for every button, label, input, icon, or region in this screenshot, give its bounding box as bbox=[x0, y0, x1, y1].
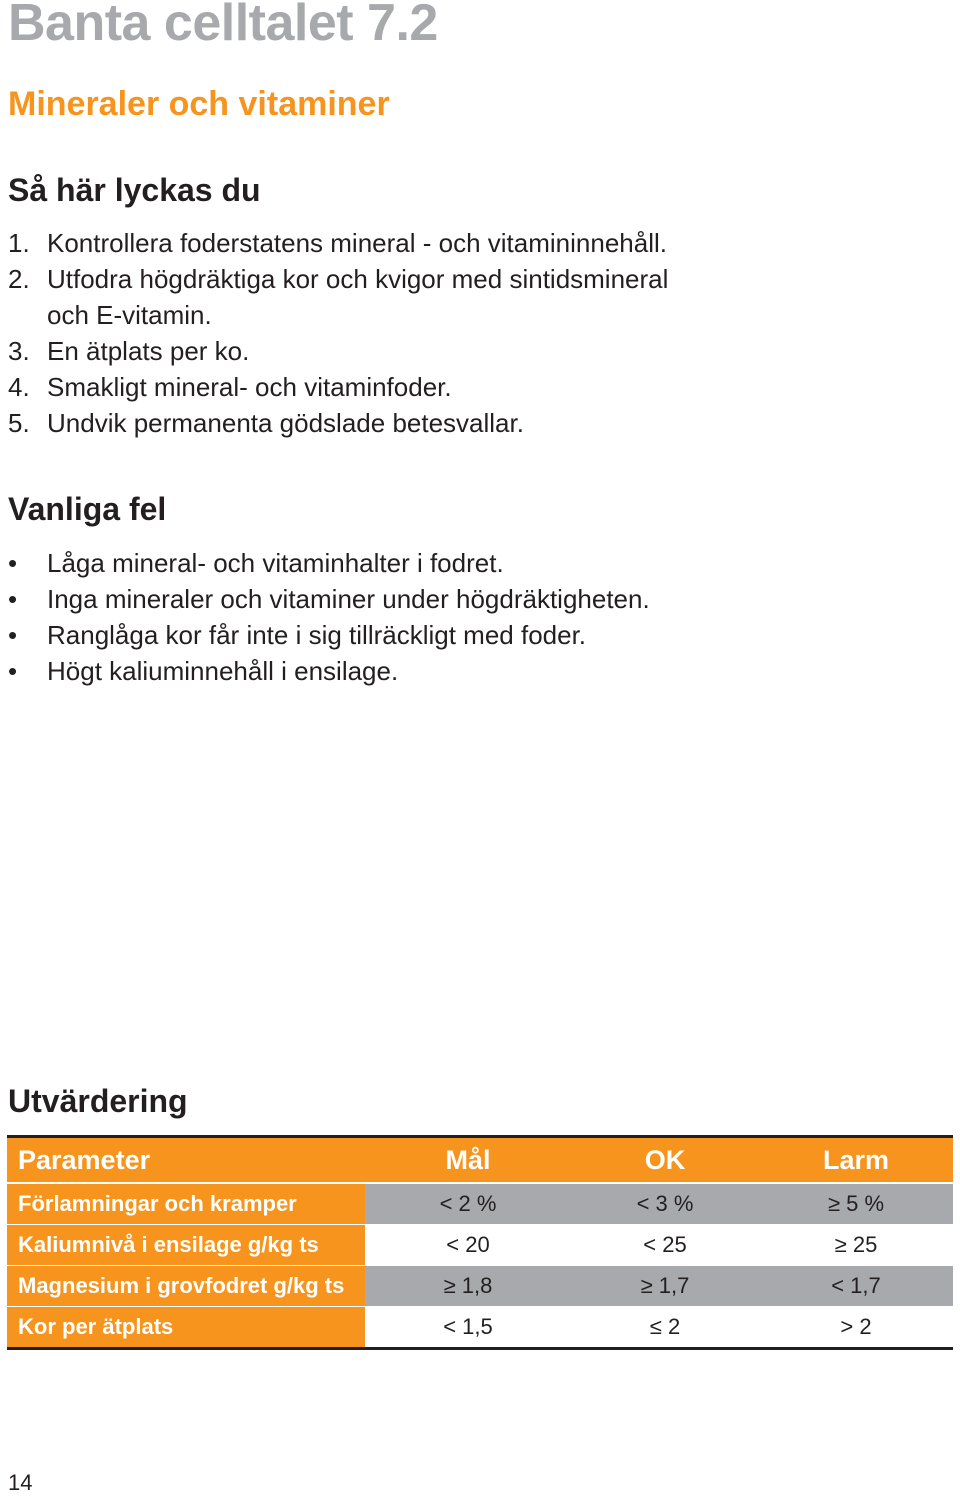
list-item-text: Kontrollera foderstatens mineral - och vitamininnehåll. bbox=[47, 228, 667, 258]
bullet-icon: • bbox=[8, 584, 18, 614]
list-item bbox=[8, 617, 650, 653]
alarm-cell: ≥ 5 % bbox=[759, 1184, 953, 1224]
alarm-cell: < 1,7 bbox=[759, 1266, 953, 1306]
evaluation-table bbox=[7, 1135, 953, 1350]
column-header-parameter: Parameter bbox=[18, 1144, 151, 1175]
row-label: Kaliumnivå i ensilage g/kg ts bbox=[7, 1225, 365, 1265]
column-header-alarm: Larm bbox=[822, 1144, 890, 1175]
list-item-text: Låga mineral- och vitaminhalter i fodret. bbox=[47, 548, 504, 578]
list-item-text: Inga mineraler och vitaminer under högdräktigheten. bbox=[47, 584, 650, 614]
table-row bbox=[7, 1306, 953, 1347]
mistakes-list bbox=[8, 545, 650, 689]
mistakes-heading: Vanliga fel bbox=[8, 491, 167, 527]
table-row bbox=[7, 1184, 953, 1224]
alarm-cell: > 2 bbox=[759, 1307, 953, 1347]
list-item bbox=[8, 225, 668, 261]
section-subtitle: Mineraler och vitaminer bbox=[8, 85, 390, 123]
list-item-text: och E-vitamin. bbox=[47, 300, 212, 330]
goal-cell: < 1,5 bbox=[365, 1307, 571, 1347]
goal-cell: < 20 bbox=[365, 1225, 571, 1265]
goal-cell: ≥ 1,8 bbox=[365, 1266, 571, 1306]
list-item bbox=[8, 261, 668, 297]
list-item bbox=[8, 405, 668, 441]
evaluation-heading: Utvärdering bbox=[8, 1083, 188, 1119]
row-label: Magnesium i grovfodret g/kg ts bbox=[7, 1266, 365, 1306]
bullet-icon: • bbox=[8, 548, 18, 578]
list-item-continuation bbox=[8, 297, 668, 333]
success-heading: Så här lyckas du bbox=[8, 172, 261, 208]
list-item-text: Högt kaliuminnehåll i ensilage. bbox=[47, 656, 399, 686]
list-item-text: Undvik permanenta gödslade betesvallar. bbox=[47, 408, 524, 438]
list-item-text: En ätplats per ko. bbox=[47, 336, 250, 366]
column-header-ok: OK bbox=[644, 1144, 686, 1175]
list-item bbox=[8, 581, 650, 617]
table-row bbox=[7, 1265, 953, 1306]
row-label: Kor per ätplats bbox=[7, 1307, 365, 1347]
column-header-goal: Mål bbox=[445, 1144, 491, 1175]
goal-cell: < 2 % bbox=[365, 1184, 571, 1224]
table-row bbox=[7, 1224, 953, 1265]
list-item-text: Utfodra högdräktiga kor och kvigor med sintidsmineral bbox=[47, 264, 669, 294]
list-item bbox=[8, 333, 668, 369]
ok-cell: < 25 bbox=[571, 1225, 759, 1265]
list-item-text: Smakligt mineral- och vitaminfoder. bbox=[47, 372, 452, 402]
list-item bbox=[8, 369, 668, 405]
ok-cell: ≥ 1,7 bbox=[571, 1266, 759, 1306]
ok-cell: < 3 % bbox=[571, 1184, 759, 1224]
list-item bbox=[8, 545, 650, 581]
list-marker: 2. bbox=[8, 264, 30, 294]
bullet-icon: • bbox=[8, 620, 18, 650]
list-item bbox=[8, 653, 650, 689]
page-title: Banta celltalet 7.2 bbox=[8, 0, 438, 52]
table-header-row bbox=[7, 1138, 953, 1184]
list-marker: 1. bbox=[8, 228, 30, 258]
list-marker: 3. bbox=[8, 336, 30, 366]
row-label: Förlamningar och kramper bbox=[7, 1184, 365, 1224]
list-item-text: Ranglåga kor får inte i sig tillräckligt med foder. bbox=[47, 620, 587, 650]
page-number: 14 bbox=[8, 1470, 33, 1495]
bullet-icon: • bbox=[8, 656, 18, 686]
success-list bbox=[8, 225, 668, 441]
list-marker: 4. bbox=[8, 372, 30, 402]
ok-cell: ≤ 2 bbox=[571, 1307, 759, 1347]
alarm-cell: ≥ 25 bbox=[759, 1225, 953, 1265]
list-marker: 5. bbox=[8, 408, 30, 438]
